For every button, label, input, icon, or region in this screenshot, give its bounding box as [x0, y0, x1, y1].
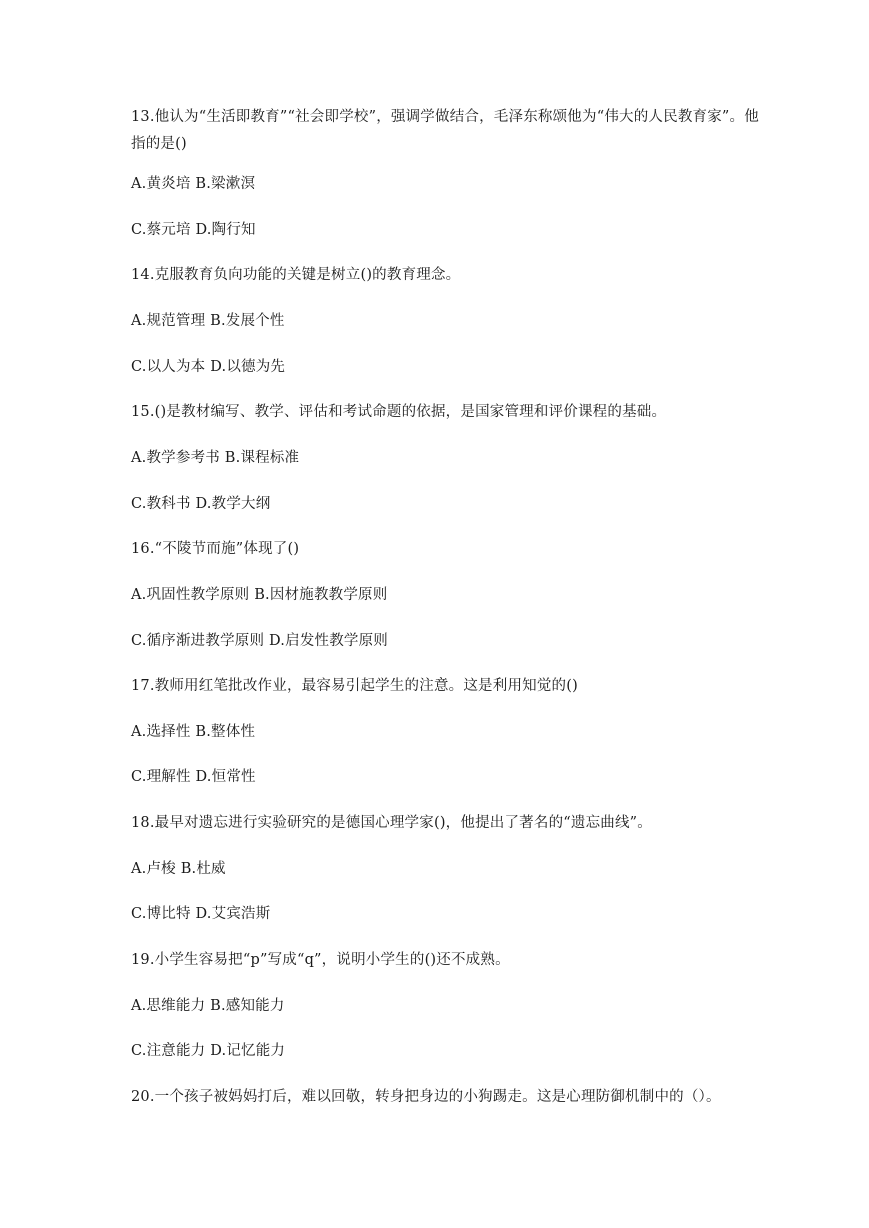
question-17-options-ab: A.选择性 B.整体性 — [131, 724, 256, 740]
question-14-options-cd: C.以人为本 D.以德为先 — [131, 359, 286, 375]
question-16-options-cd: C.循序渐进教学原则 D.启发性教学原则 — [131, 633, 389, 649]
question-16-options-ab: A.巩固性教学原则 B.因材施教教学原则 — [131, 587, 388, 603]
question-18-options-cd: C.博比特 D.艾宾浩斯 — [131, 906, 271, 922]
question-15-stem: 15.()是教材编写、教学、评估和考试命题的依据，是国家管理和评价课程的基础。 — [131, 404, 667, 420]
question-19-options-cd: C.注意能力 D.记忆能力 — [131, 1043, 286, 1059]
question-17-stem: 17.教师用红笔批改作业，最容易引起学生的注意。这是利用知觉的() — [131, 678, 578, 694]
question-19-stem: 19.小学生容易把“p”写成“q”，说明小学生的()还不成熟。 — [131, 952, 510, 968]
question-18-stem: 18.最早对遗忘进行实验研究的是德国心理学家()，他提出了著名的“遗忘曲线”。 — [131, 815, 652, 831]
question-15-options-cd: C.教科书 D.教学大纲 — [131, 496, 271, 512]
question-15-options-ab: A.教学参考书 B.课程标准 — [131, 450, 300, 466]
question-16-stem: 16.“不陵节而施”体现了() — [131, 541, 300, 557]
question-18-options-ab: A.卢梭 B.杜威 — [131, 861, 226, 877]
question-13-options-ab: A.黄炎培 B.梁漱溟 — [131, 176, 256, 192]
question-14-stem: 14.克服教育负向功能的关键是树立()的教育理念。 — [131, 267, 461, 283]
question-14-options-ab: A.规范管理 B.发展个性 — [131, 313, 285, 329]
question-13-stem: 13.他认为“生活即教育”“社会即学校”，强调学做结合，毛泽东称颂他为“伟大的人民教育家”。他指的是() — [131, 109, 759, 152]
question-20-stem: 20.一个孩子被妈妈打后，难以回敬，转身把身边的小狗踢走。这是心理防御机制中的（）。 — [131, 1089, 721, 1105]
question-13-options-cd: C.蔡元培 D.陶行知 — [131, 222, 256, 238]
question-17-options-cd: C.理解性 D.恒常性 — [131, 769, 256, 785]
question-19-options-ab: A.思维能力 B.感知能力 — [131, 998, 285, 1014]
